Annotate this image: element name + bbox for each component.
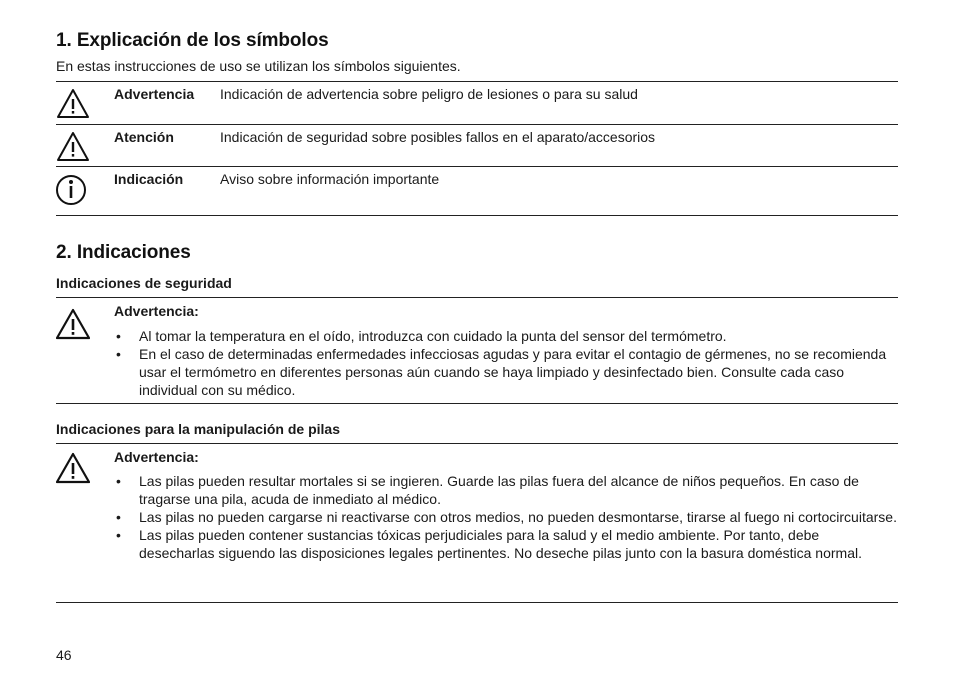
safety-warning-list <box>114 327 898 399</box>
symbol-description: Indicación de advertencia sobre peligro de lesiones o para su salud <box>220 86 638 102</box>
warning-triangle-icon <box>56 86 90 120</box>
section-heading-indicaciones: 2. Indicaciones <box>56 242 191 263</box>
info-circle-icon <box>56 171 90 205</box>
divider <box>56 215 898 216</box>
list-item: • En el caso de determinadas enfermedades infecciosas agudas y para evitar el contagio de gérmenes, no se recomienda usar el termómetro en diferentes personas aún cuando se haya limpiado y desinfectado bien. Consulte cada caso individual con su médico. <box>114 345 898 399</box>
list-item: • Al tomar la temperatura en el oído, introduzca con cuidado la punta del sensor del termómetro. <box>114 327 898 345</box>
symbol-row-indicacion <box>56 167 898 209</box>
list-item: • Las pilas no pueden cargarse ni reactivarse con otros medios, no pueden desmontarse, tirarse al fuego ni cortocircuitarse. <box>114 508 898 526</box>
warning-title: Advertencia: <box>114 449 199 465</box>
symbol-row-advertencia <box>56 82 898 124</box>
symbol-term: Atención <box>114 129 174 145</box>
symbol-row-atencion <box>56 125 898 167</box>
symbol-description: Indicación de seguridad sobre posibles fallos en el aparato/accesorios <box>220 129 656 145</box>
warning-triangle-icon <box>56 129 90 163</box>
battery-warning-block <box>56 443 898 602</box>
symbol-description: Aviso sobre información importante <box>220 171 440 187</box>
warning-title: Advertencia: <box>114 303 199 319</box>
subheading-batteries: Indicaciones para la manipulación de pilas <box>56 421 340 437</box>
intro-text: En estas instrucciones de uso se utilizan los símbolos siguientes. <box>56 58 461 74</box>
subheading-safety: Indicaciones de seguridad <box>56 275 232 291</box>
battery-warning-list <box>114 472 898 562</box>
page-number: 46 <box>56 647 72 663</box>
symbol-term: Indicación <box>114 171 184 187</box>
warning-triangle-icon <box>56 451 90 485</box>
list-item: • Las pilas pueden contener sustancias tóxicas perjudiciales para la salud y el medio ambiente. Por tanto, debe desecharlas siguendo las disposiciones legales pertinentes. No deseche pilas junto con la basura doméstica normal. <box>114 526 898 562</box>
divider <box>56 403 898 404</box>
safety-warning-block <box>56 297 898 403</box>
divider <box>56 602 898 603</box>
warning-triangle-icon <box>56 307 90 341</box>
section-heading-symbols: 1. Explicación de los símbolos <box>56 30 329 51</box>
list-item: • Las pilas pueden resultar mortales si se ingieren. Guarde las pilas fuera del alcance de niños pequeños. En caso de tragarse una pila, acuda de inmediato al médico. <box>114 472 898 508</box>
symbol-term: Advertencia <box>114 86 195 102</box>
